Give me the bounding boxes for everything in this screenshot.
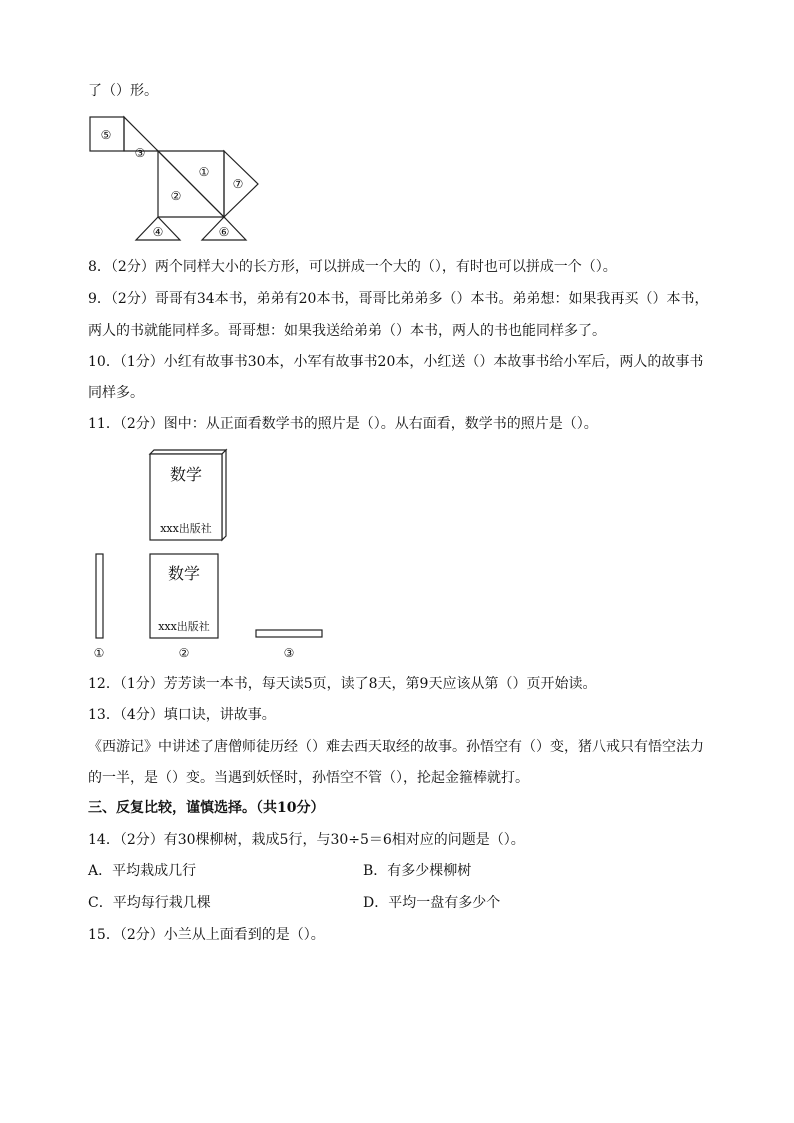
tangram-label-3: ③	[134, 146, 146, 160]
option-2-publisher: xxx出版社	[158, 620, 210, 633]
tangram-label-2: ②	[170, 189, 182, 203]
question-8: 8．（2分）两个同样大小的长方形，可以拼成一个大的（），有时也可以拼成一个（）。	[88, 259, 617, 275]
question-9-line-1: 9．（2分）哥哥有34本书，弟弟有20本书，哥哥比弟弟多（）本书。弟弟想：如果我再买（）本书，	[88, 291, 709, 307]
question-13-story-line-2: 的一半，是（）变。当遇到妖怪时，孙悟空不管（），抡起金箍棒就打。	[88, 770, 529, 786]
option-3-label: ③	[283, 646, 295, 660]
tangram-label-6: ⑥	[218, 225, 230, 239]
text-line-intro: 了（）形。	[88, 83, 158, 99]
question-10-line-1: 10．（1分）小红有故事书30本，小军有故事书20本，小红送（）本故事书给小军后，两人的故事书	[88, 354, 704, 370]
question-15: 15．（2分）小兰从上面看到的是（）。	[88, 927, 325, 943]
option-1-side-view	[96, 554, 103, 638]
tangram-figure	[88, 115, 268, 245]
tangram-label-7: ⑦	[232, 177, 244, 191]
question-14: 14．（2分）有30棵柳树，栽成5行，与30÷5＝6相对应的问题是（）。	[88, 832, 525, 848]
tangram-label-1: ①	[198, 165, 210, 179]
option-1-label: ①	[93, 646, 105, 660]
question-9-line-2: 两人的书就能同样多。哥哥想：如果我送给弟弟（）本书，两人的书也能同样多了。	[88, 323, 606, 339]
option-2-label: ②	[178, 646, 190, 660]
question-14-option-a: A．平均栽成几行	[88, 863, 197, 879]
question-10-line-2: 同样多。	[88, 385, 144, 401]
section-3-heading: 三、反复比较，谨慎选择。（共10分）	[88, 800, 325, 816]
question-13: 13．（4分）填口诀，讲故事。	[88, 707, 276, 723]
math-book-figure	[88, 448, 348, 663]
question-12: 12．（1分）芳芳读一本书，每天读5页，读了8天，第9天应该从第（）页开始读。	[88, 676, 597, 692]
option-3-top-view	[256, 630, 322, 637]
tangram-label-4: ④	[152, 225, 164, 239]
book-3d-publisher: xxx出版社	[160, 522, 212, 535]
question-14-option-b: B．有多少棵柳树	[363, 863, 472, 879]
tangram-label-5: ⑤	[100, 128, 112, 142]
option-2-title: 数学	[167, 564, 201, 583]
question-14-option-d: D．平均一盘有多少个	[363, 895, 501, 911]
book-3d-title: 数学	[169, 465, 203, 484]
tangram-piece-1	[158, 151, 224, 217]
question-11: 11．（2分）图中：从正面看数学书的照片是（）。从右面看，数学书的照片是（）。	[88, 416, 598, 432]
question-14-option-c: C．平均每行栽几棵	[88, 895, 211, 911]
question-13-story-line-1: 《西游记》中讲述了唐僧师徒历经（）难去西天取经的故事。孙悟空有（）变，猪八戒只有悟空法力	[88, 739, 704, 755]
